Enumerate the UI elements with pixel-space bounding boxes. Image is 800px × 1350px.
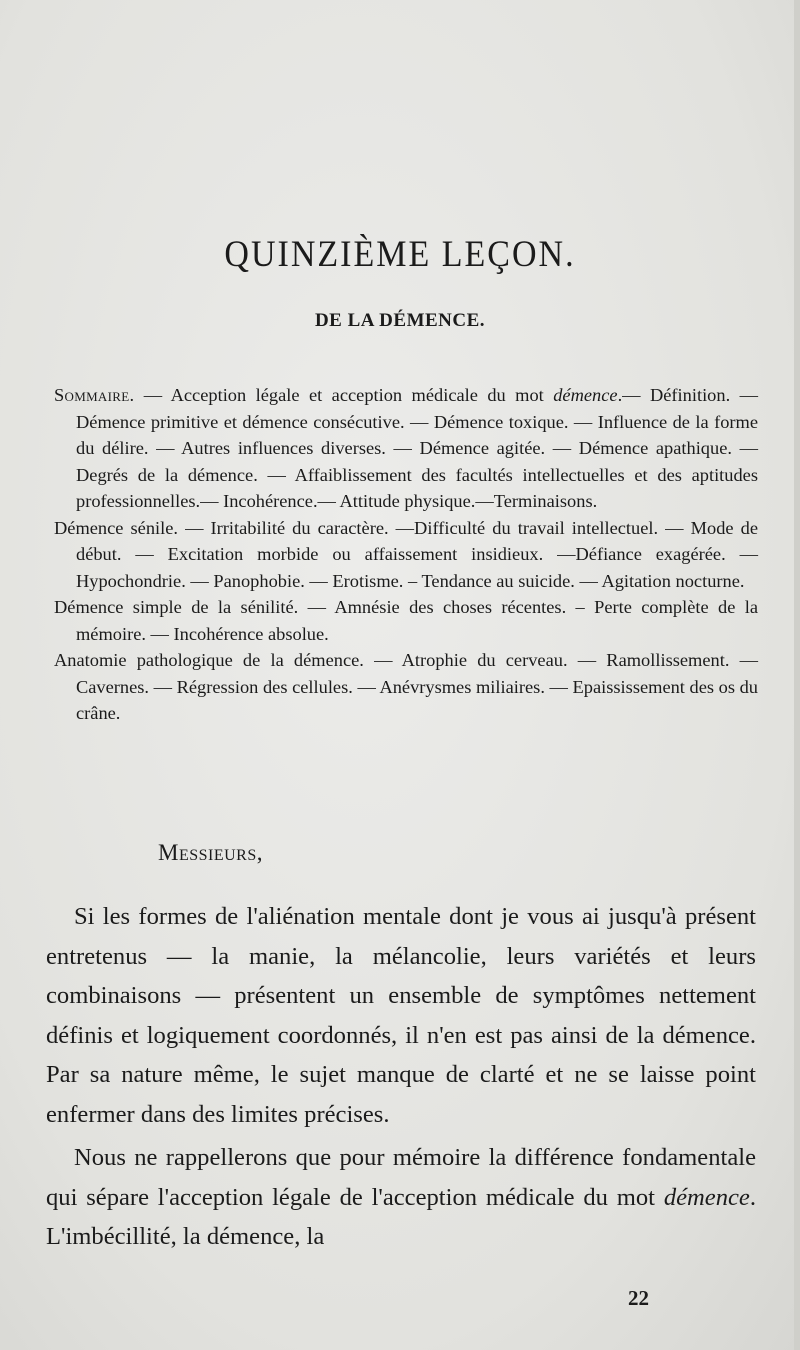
body-paragraph: Si les formes de l'aliénation mentale dont je vous ai jusqu'à présent entretenus — la manie, la mélancolie, leurs variétés et leurs combinaisons — présentent un ensemble de symptômes nettement définis et logiquement coordonnés, il n'en est pas ainsi de la démence. Par sa nature même, le sujet manque de clarté et ne se laisse point enfermer dans des limites précises. (46, 903, 756, 1128)
body-emphasis: démence (663, 1183, 750, 1211)
summary-text: — Acception légale et acception médicale du mot (134, 385, 554, 405)
page-number: 22 (628, 1286, 649, 1310)
summary-paragraph (54, 382, 758, 515)
chapter-subtitle: DE LA DÉMENCE. (314, 310, 486, 331)
summary-emphasis: démence (553, 385, 618, 405)
summary-block (54, 382, 758, 727)
summary-text: Anatomie pathologique de la démence. — Atrophie du cerveau. — Ramollissement. — Cavernes. — Régression des cellules. — Anévrysmes miliaires. — Epaississement des os du crâne. (54, 650, 758, 723)
summary-paragraph (54, 647, 758, 727)
summary-paragraph (54, 515, 758, 595)
summary-paragraph (54, 594, 758, 647)
salutation: Messieurs, (158, 840, 263, 865)
body-paragraph (46, 1138, 756, 1257)
page-edge (794, 0, 800, 1350)
summary-label: Sommaire. (54, 385, 135, 405)
summary-text: .— Définition. — Démence primitive et démence consécutive. — Démence toxique. — Influence de la forme du délire. — Autres influences diverses. — Démence agitée. — Démence apathique. — Degrés de la démence. — Affaiblissement des facultés intellectuelles et des aptitudes professionnelles.— Incohérence.— Attitude physique.—Terminaisons. (76, 385, 758, 511)
body-text-run: . L'imbécillité, la démence, la (46, 1183, 756, 1250)
body-text (46, 897, 756, 1261)
body-text-run: Nous ne rappellerons que pour mémoire la différence fondamentale qui sépare l'acception légale de l'acception médicale du mot (46, 1144, 756, 1211)
summary-text: Démence sénile. — Irritabilité du caractère. —Difficulté du travail intellectuel. — Mode de début. — Excitation morbide ou affaissement insidieux. —Défiance exagérée. — Hypochondrie. — Panophobie. — Erotisme. – Tendance au suicide. — Agitation nocturne. (54, 517, 758, 591)
summary-text: Démence simple de la sénilité. — Amnésie des choses récentes. – Perte complète de la mémoire. — Incohérence absolue. (54, 597, 758, 644)
chapter-title: QUINZIÈME LEÇON. (224, 234, 576, 275)
